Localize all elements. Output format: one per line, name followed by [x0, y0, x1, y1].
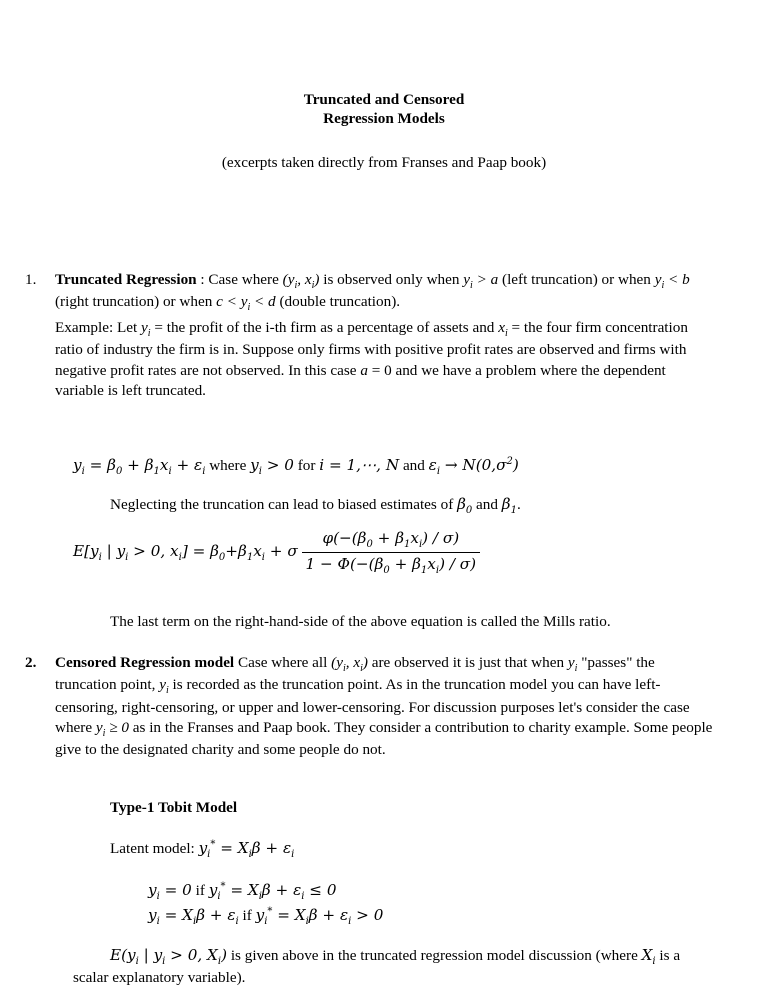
- mills-ratio-note: The last term on the right-hand-side of the above equation is called the Mills ratio.: [110, 613, 611, 630]
- latent-model-equation: Latent model: $y_i^* = X_i\beta + \varepsilon_i$: [110, 839, 295, 861]
- censoring-rule-1: $y_i = 0$ if $y_i^* = X_i\beta + \varepsilon_i \le 0$: [148, 881, 337, 903]
- section-1-heading: Truncated Regression: [55, 271, 197, 288]
- censoring-rule-2: $y_i = X_i\beta + \varepsilon_i$ if $y_i^* = X_i\beta + \varepsilon_i > 0$: [148, 906, 384, 928]
- section-1-number: 1.: [25, 271, 37, 288]
- document-title: [0, 90, 768, 128]
- title-line-1: Truncated and Censored: [303, 91, 465, 108]
- section-1-intro: Truncated Regression : Case where ($y_i$, $x_i$) is observed only when $y_i > a$ (left truncation) or when $y_i < b$ (right truncation) or when $c < y_i < d$ (double truncation).: [55, 271, 690, 314]
- title-line-2: Regression Models: [323, 110, 445, 127]
- closing-text: $E(y_i$ | $y_i > 0$, $X_i$) is given above in the truncated regression model discussion (where $X_i$ is a scalar explanatory variable).: [73, 946, 681, 987]
- tobit-heading: Type-1 Tobit Model: [110, 799, 238, 816]
- document-subtitle: (excerpts taken directly from Franses and Paap book): [221, 154, 547, 171]
- mills-ratio-equation: $E[y_i$ | $y_i > 0$, $x_i] = \beta_0+\beta_1x_i + \sigma$ $\frac{\varphi(-(\beta_0 + \beta_1x_i) / \sigma)}{1 - \Phi(-(\beta_0 + \beta_1x_i) / \sigma)}$: [73, 528, 480, 578]
- neglect-sentence: Neglecting the truncation can lead to biased estimates of $\beta_0$ and $\beta_1$.: [110, 495, 521, 517]
- truncated-model-equation: $y_i = \beta_0 + \beta_1x_i + \varepsilon_i$ where $y_i > 0$ for i = 1,⋯, N and $\varepsilon_i \to N(0,\sigma^2)$: [73, 456, 519, 478]
- section-2-heading: Censored Regression model: [55, 654, 235, 671]
- section-2-text: Censored Regression model Case where all ($y_i$, $x_i$) are observed it is just that when $y_i$ "passes" the truncation point, $y_i$ is recorded as the truncation point. As in the truncation model you can have left-censoring, right-censoring, or upper and lower-censoring. For discussion purposes let's consider the case where $y_i \ge 0$ as in the Franses and Paap book. They consider a contribution to charity example. Some people give to the designated charity and some people do not.: [55, 654, 713, 759]
- section-2-number: 2.: [25, 654, 37, 671]
- section-1-example: Example: Let $y_i$ = the profit of the i-th firm as a percentage of assets and $x_i$ = the four firm concentration ratio of industry the firm is in. Suppose only firms with positive profit rates are observed and firms with negative profit rates are not observed. In this case a = 0 and we have a problem where the dependent variable is left truncated.: [55, 319, 688, 399]
